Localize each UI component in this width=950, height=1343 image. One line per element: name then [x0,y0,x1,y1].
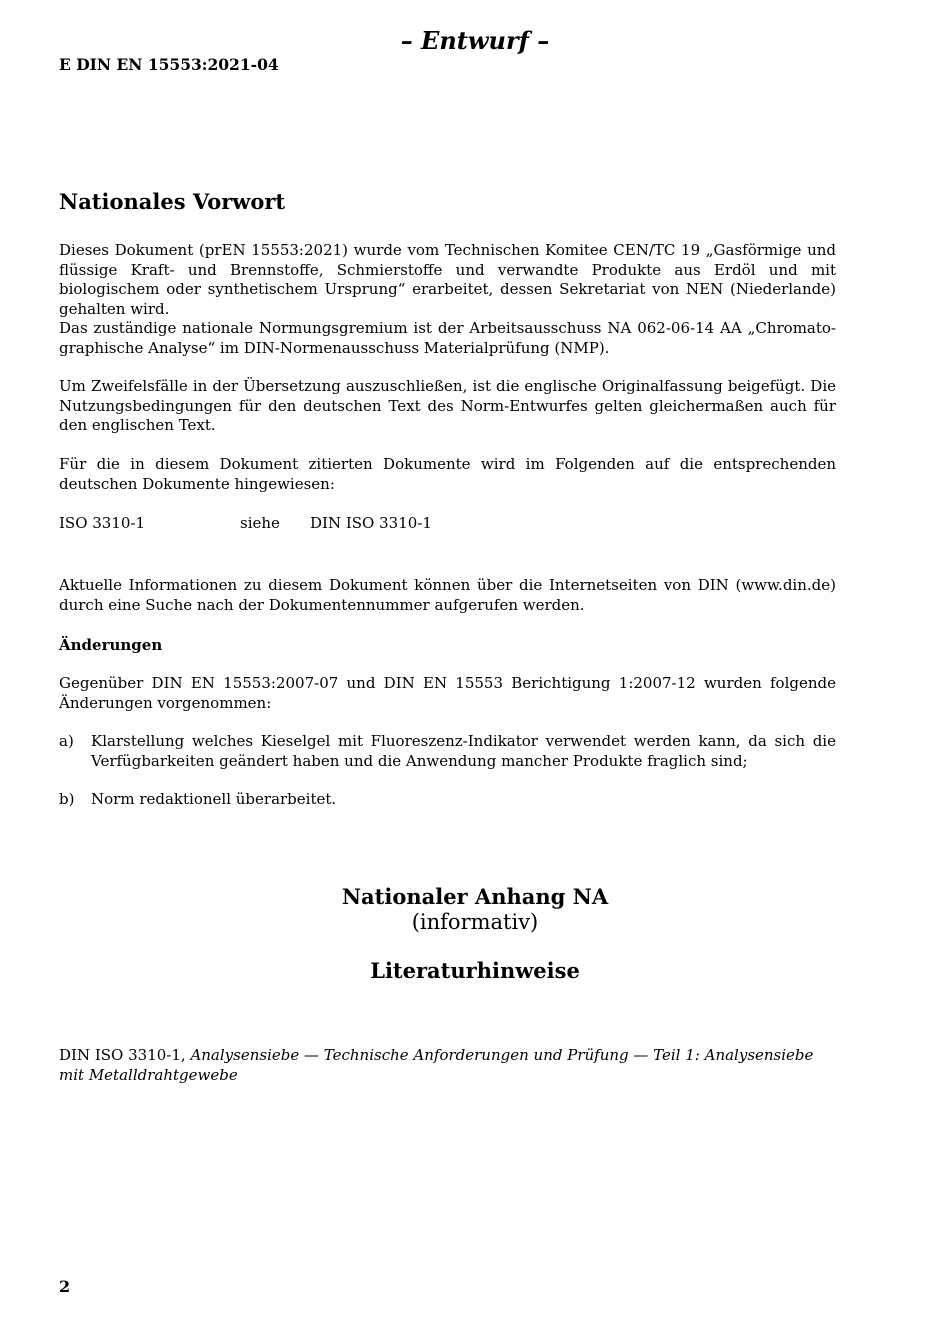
reference-row [59,513,559,533]
changes-intro: Gegenüber DIN EN 15553:2007-07 und DIN EN 15553 Berichtigung 1:2007-12 wurden folgende Änderungen vorgenommen: [59,674,836,712]
foreword-paragraph-3: Um Zweifelsfälle in der Übersetzung auszuschließen, ist die englische Originalfassung beigefügt. Die Nutzungsbedingungen für den deutschen Text des Norm-Entwurfes gelten gleichermaßen auch für den englischen Text. [59,377,836,435]
foreword-paragraph-4: Für die in diesem Dokument zitierten Dokumente wird im Folgenden auf die entsprechenden deutschen Dokumente hingewiesen: [59,455,836,493]
bibliography-ref-title: Analysensiebe — Technische Anforderungen und Prüfung — Teil 1: Analysensiebe mit Metalldrahtgewebe [59,1046,814,1084]
bibliography-entry [59,1046,836,1085]
changes-heading: Änderungen [59,636,163,654]
annex-title: Nationaler Anhang NA [341,884,609,909]
reference-relation: siehe [240,514,280,532]
list-item [59,790,836,810]
list-item-text: Klarstellung welches Kieselgel mit Fluoreszenz-Indikator verwendet werden kann, da sich die Verfügbarkeiten geändert haben und die Anwendung mancher Produkte fraglich sind; [91,732,836,770]
list-marker: b) [59,790,75,808]
document-id: E DIN EN 15553:2021-04 [59,55,279,74]
list-item-text: Norm redaktionell überarbeitet. [91,790,337,808]
info-paragraph: Aktuelle Informationen zu diesem Dokument können über die Internetseiten von DIN (www.din.de) durch eine Suche nach der Dokumentennummer aufgerufen werden. [59,576,836,614]
bibliography-title: Literaturhinweise [370,958,580,983]
page-number: 2 [59,1277,71,1296]
foreword-paragraph-1: Dieses Dokument (prEN 15553:2021) wurde vom Technischen Komitee CEN/TC 19 „Gasförmige und flüssige Kraft- und Brennstoffe, Schmierstoffe und verwandte Produkte aus Erdöl und mit biologischem oder synthetischem Ursprung“ erarbeitet, dessen Sekretariat von NEN (Niederlande) gehalten wird. [59,241,836,318]
foreword-paragraph-2: Das zuständige nationale Normungsgremium ist der Arbeitsausschuss NA 062-06-14 AA „Chromatographische Analyse“ im DIN-Normenausschuss Materialprüfung (NMP). [59,319,836,357]
foreword-title: Nationales Vorwort [59,189,286,214]
bibliography-ref-id: DIN ISO 3310-1, [59,1046,191,1064]
reference-target: DIN ISO 3310-1 [310,514,432,532]
draft-label: – Entwurf – [400,26,550,55]
reference-source: ISO 3310-1 [59,514,146,532]
list-item [59,732,836,771]
annex-subtitle: (informativ) [411,910,539,934]
list-marker: a) [59,732,74,750]
